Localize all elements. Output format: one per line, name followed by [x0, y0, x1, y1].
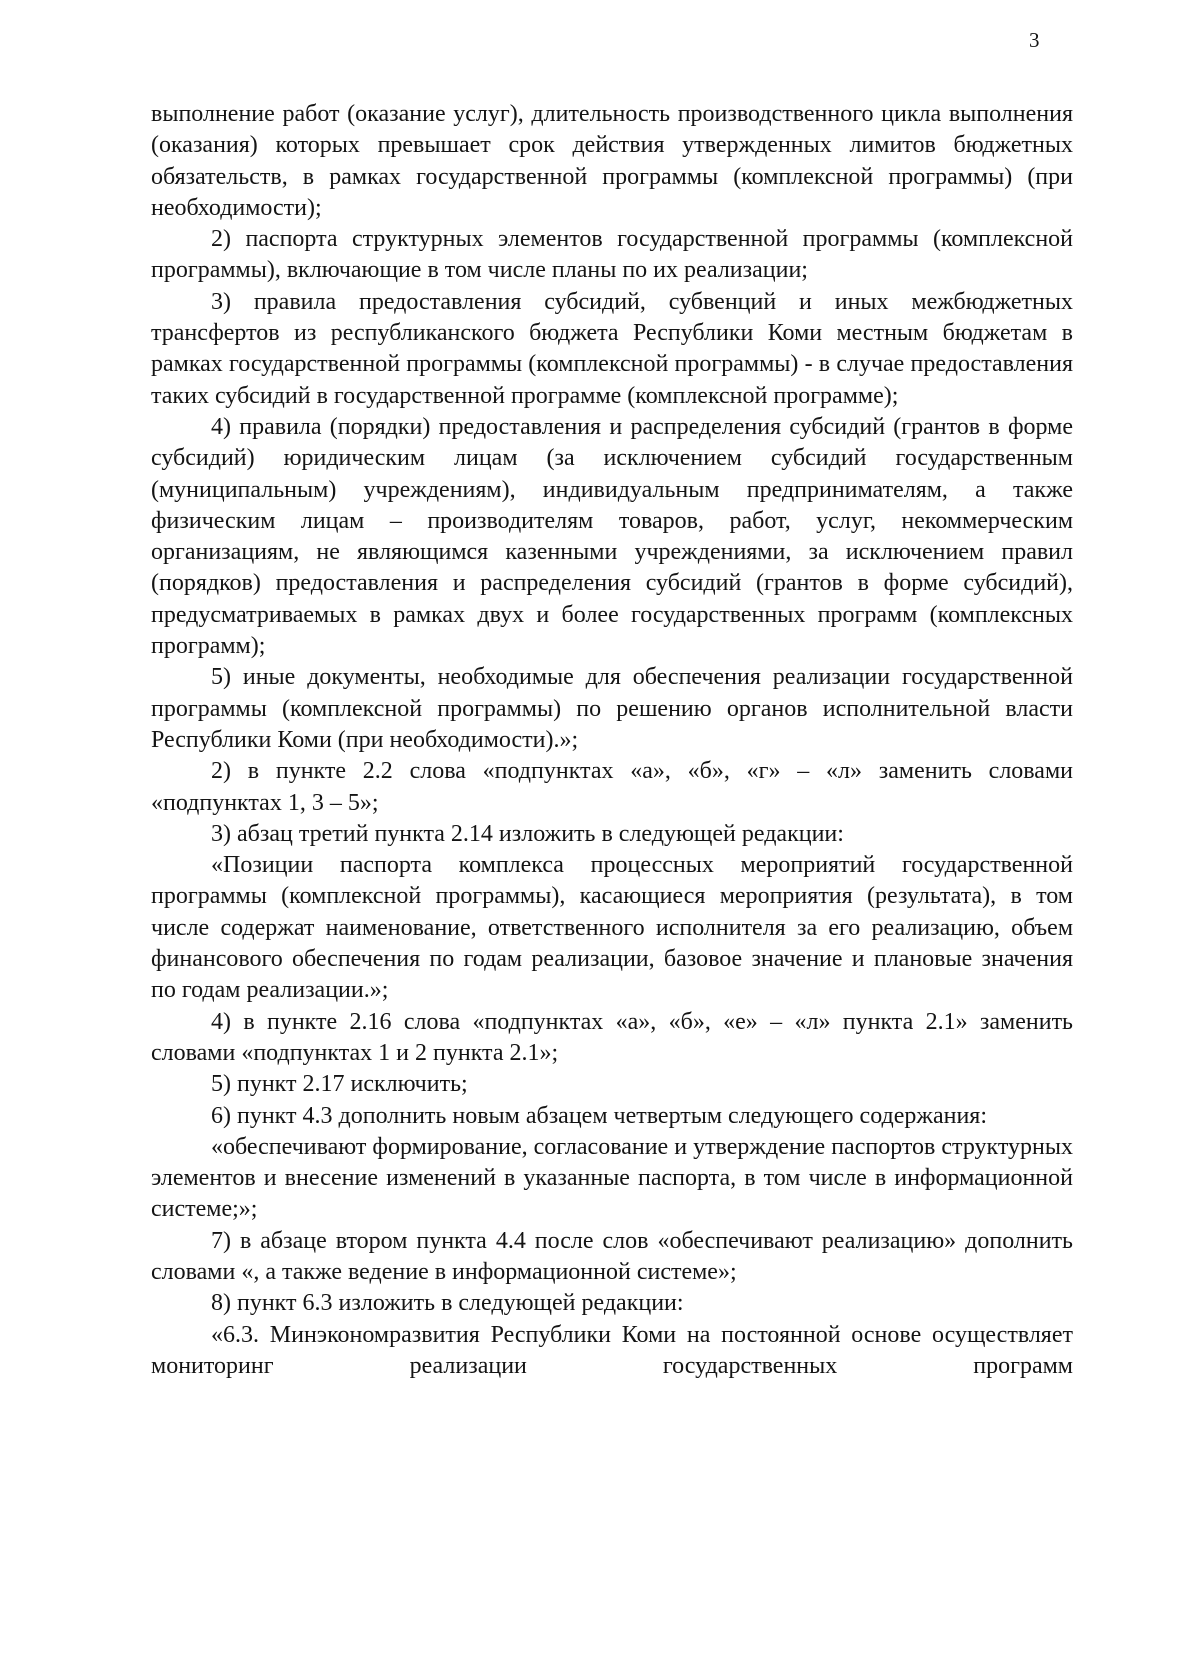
paragraph: 2) паспорта структурных элементов государственной программы (комплексной программы), включающие в том числе планы по их реализации; — [151, 226, 1073, 284]
paragraph: 3) абзац третий пункта 2.14 изложить в следующей редакции: — [211, 820, 844, 847]
paragraph: 4) правила (порядки) предоставления и распределения субсидий (грантов в форме субсидий) юридическим лицам (за исключением субсидий государственным (муниципальным) учреждениям), индивидуальным предпринимателям, а также физическим лицам – производителям товаров, работ, услуг, некоммерческим организациям, не являющимся казенными учреждениями, за исключением правил (порядков) предоставления и распределения субсидий (грантов в форме субсидий), предусматриваемых в рамках двух и более государственных программ (комплексных программ); — [151, 413, 1073, 660]
paragraph: «6.3. Минэкономразвития Республики Коми на постоянной основе осуществляет мониторинг реализации государственных программ — [151, 1321, 1073, 1379]
paragraph: 8) пункт 6.3 изложить в следующей редакции: — [211, 1290, 684, 1317]
paragraph: 5) иные документы, необходимые для обеспечения реализации государственной программы (комплексной программы) по решению органов исполнительной власти Республики Коми (при необходимости).»; — [151, 664, 1073, 753]
paragraph: «обеспечивают формирование, согласование и утверждение паспортов структурных элементов и внесение изменений в указанные паспорта, в том числе в информационной системе;»; — [151, 1133, 1073, 1223]
paragraph: 7) в абзаце втором пункта 4.4 после слов «обеспечивают реализацию» дополнить словами «, а также ведение в информационной системе»; — [151, 1227, 1073, 1285]
paragraph: 4) в пункте 2.16 слова «подпунктах «а», «б», «е» – «л» пункта 2.1» заменить словами «подпунктах 1 и 2 пункта 2.1»; — [151, 1008, 1073, 1066]
document-body — [151, 99, 1073, 1382]
paragraph: выполнение работ (оказание услуг), длительность производственного цикла выполнения (оказания) которых превышает срок действия утвержденных лимитов бюджетных обязательств, в рамках государственной программы (комплексной программы) (при необходимости); — [151, 101, 1073, 221]
paragraph: 2) в пункте 2.2 слова «подпунктах «а», «б», «г» – «л» заменить словами «подпунктах 1, 3 – 5»; — [151, 758, 1073, 816]
paragraph: 6) пункт 4.3 дополнить новым абзацем четвертым следующего содержания: — [211, 1102, 987, 1129]
paragraph: 3) правила предоставления субсидий, субвенций и иных межбюджетных трансфертов из республиканского бюджета Республики Коми местным бюджетам в рамках государственной программы (комплексной программы) - в случае предоставления таких субсидий в государственной программе (комплексной программе); — [151, 288, 1073, 409]
page-number: 3 — [1029, 28, 1040, 52]
paragraph: 5) пункт 2.17 исключить; — [211, 1071, 468, 1098]
paragraph: «Позиции паспорта комплекса процессных мероприятий государственной программы (комплексной программы), касающиеся мероприятия (результата), в том числе содержат наименование, ответственного исполнителя за его реализацию, объем финансового обеспечения по годам реализации, базовое значение и плановые значения по годам реализации.»; — [151, 852, 1073, 1004]
